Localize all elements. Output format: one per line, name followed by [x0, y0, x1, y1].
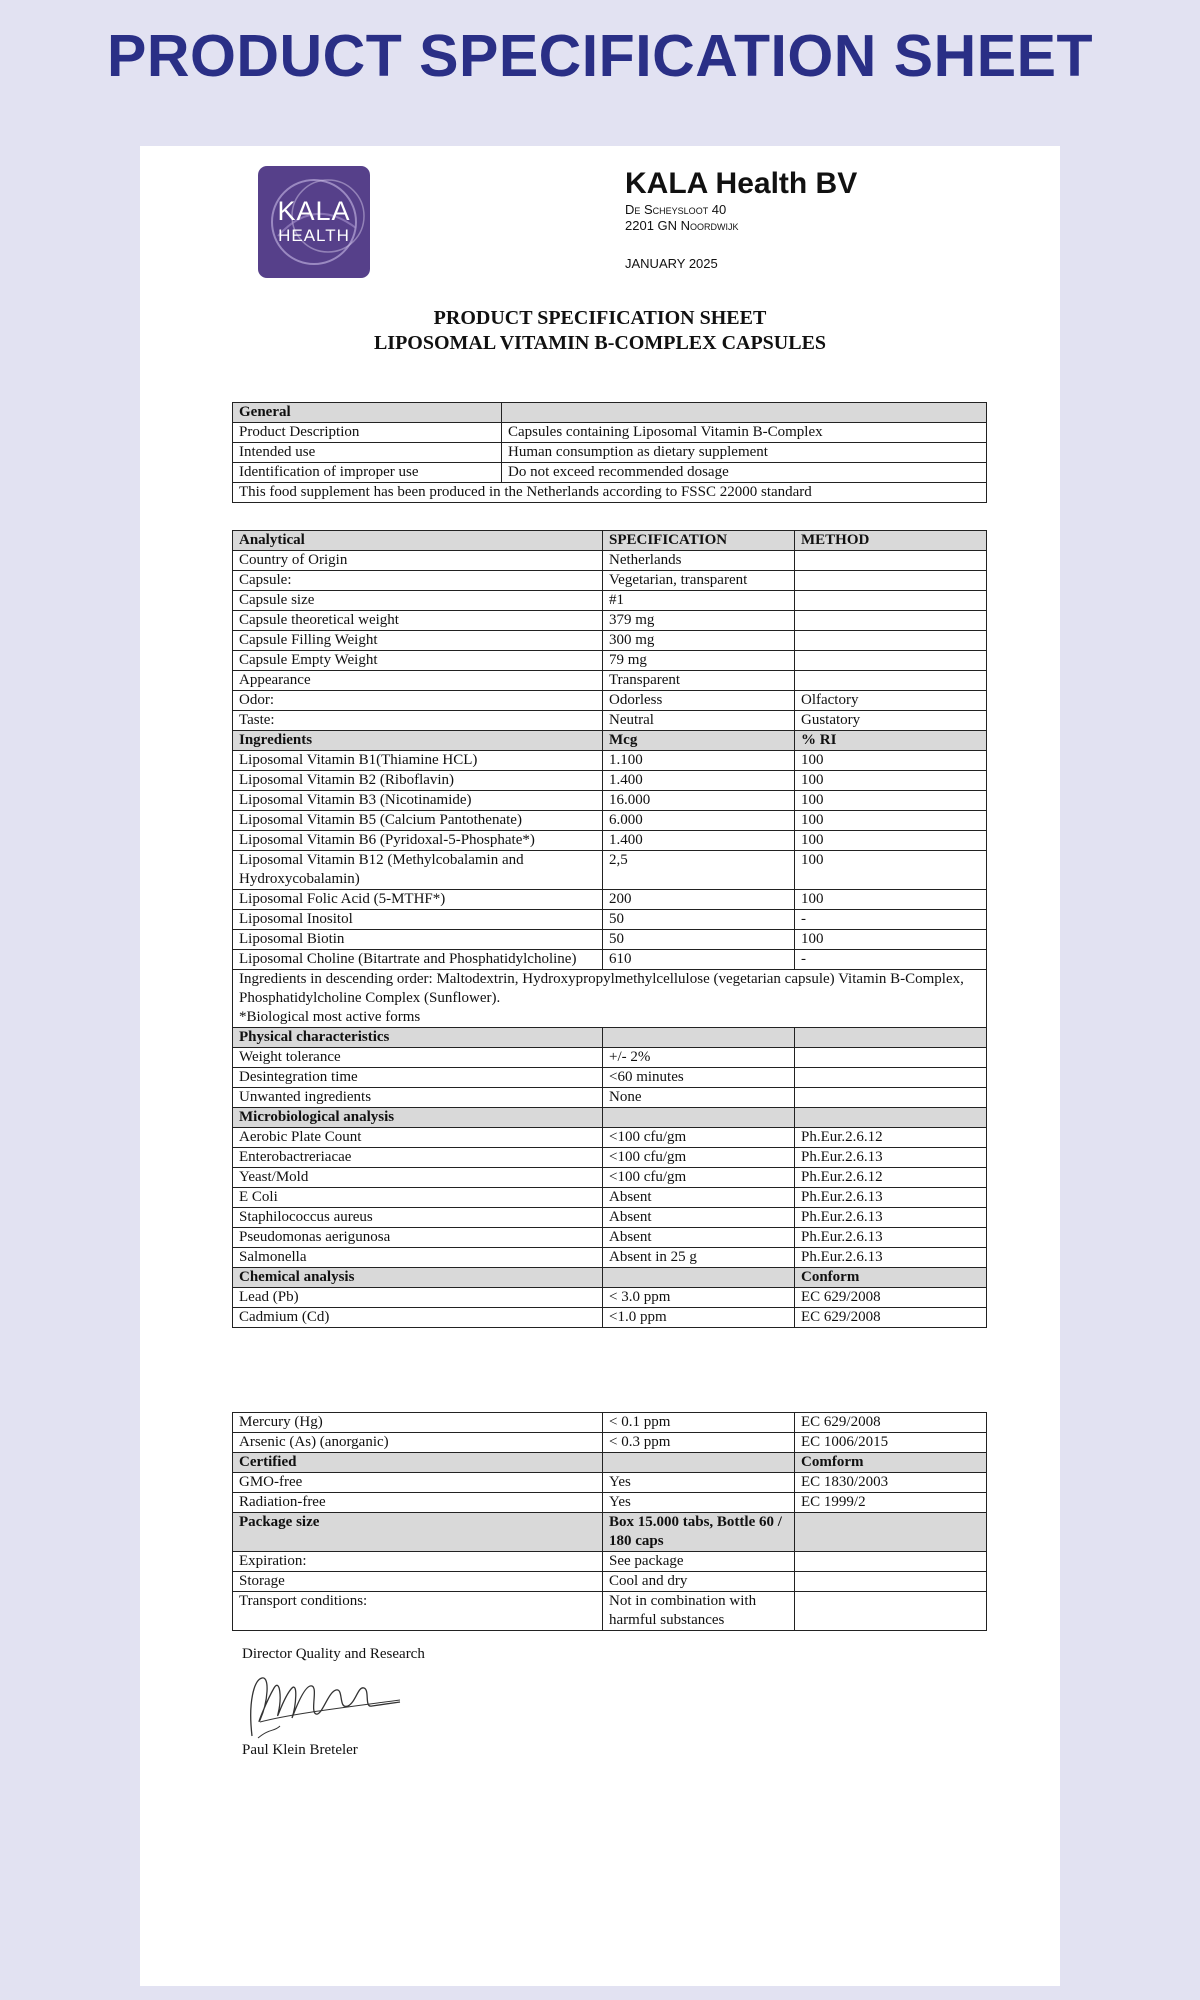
specification-cell: 1.100	[603, 751, 795, 771]
table-row	[233, 1088, 987, 1108]
method-cell: Ph.Eur.2.6.13	[795, 1148, 987, 1168]
item-cell: Cadmium (Cd)	[233, 1308, 603, 1328]
item-cell: Mercury (Hg)	[233, 1413, 603, 1433]
item-cell: Aerobic Plate Count	[233, 1128, 603, 1148]
specification-cell: 300 mg	[603, 631, 795, 651]
method-cell: EC 1999/2	[795, 1493, 987, 1513]
item-cell: Microbiological analysis	[233, 1108, 603, 1128]
specification-cell	[603, 1268, 795, 1288]
table-row	[233, 1552, 987, 1572]
method-cell: EC 1830/2003	[795, 1473, 987, 1493]
item-cell: Desintegration time	[233, 1068, 603, 1088]
table-row	[233, 950, 987, 970]
item-cell: Country of Origin	[233, 551, 603, 571]
general-note: This food supplement has been produced in the Netherlands according to FSSC 22000 standard	[233, 483, 987, 503]
item-cell: Certified	[233, 1453, 603, 1473]
analytical-table	[232, 530, 987, 1328]
table-row	[233, 791, 987, 811]
general-label: Product Description	[233, 423, 502, 443]
specification-cell: <100 cfu/gm	[603, 1168, 795, 1188]
ingredients-footnote: *Biological most active forms	[239, 1009, 421, 1025]
method-cell: Ph.Eur.2.6.12	[795, 1168, 987, 1188]
item-cell: Staphilococcus aureus	[233, 1208, 603, 1228]
table-row	[233, 1493, 987, 1513]
method-cell: 100	[795, 771, 987, 791]
ingredients-note	[233, 970, 987, 1028]
specification-cell: 50	[603, 930, 795, 950]
table-row	[233, 1592, 987, 1631]
item-cell: Liposomal Vitamin B6 (Pyridoxal-5-Phosphate*)	[233, 831, 603, 851]
table-row	[233, 551, 987, 571]
table-row	[233, 1168, 987, 1188]
specification-cell: 610	[603, 950, 795, 970]
table-row	[233, 1308, 987, 1328]
specification-cell: None	[603, 1088, 795, 1108]
document-date: JANUARY 2025	[625, 256, 718, 271]
table-row	[233, 483, 987, 503]
item-cell: Capsule size	[233, 591, 603, 611]
section-header-row	[233, 531, 987, 551]
item-cell: Liposomal Vitamin B1(Thiamine HCL)	[233, 751, 603, 771]
method-cell: 100	[795, 930, 987, 950]
table-row	[233, 910, 987, 930]
item-cell: Liposomal Vitamin B12 (Methylcobalamin and Hydroxycobalamin)	[233, 851, 603, 890]
general-header-empty	[502, 403, 987, 423]
table-row	[233, 1128, 987, 1148]
specification-cell: Neutral	[603, 711, 795, 731]
ingredients-order-note: Ingredients in descending order: Maltodextrin, Hydroxypropylmethylcellulose (vegetarian capsule) Vitamin B-Complex, Phosphatidylcholine Complex (Sunflower).	[239, 971, 964, 1006]
method-cell	[795, 1088, 987, 1108]
item-cell: Capsule Empty Weight	[233, 651, 603, 671]
method-cell: Gustatory	[795, 711, 987, 731]
table-row	[233, 851, 987, 890]
specification-cell: 16.000	[603, 791, 795, 811]
table-row	[233, 1572, 987, 1592]
item-cell: Odor:	[233, 691, 603, 711]
general-table	[232, 402, 987, 503]
method-cell: -	[795, 950, 987, 970]
method-cell: 100	[795, 851, 987, 890]
specification-cell: Absent	[603, 1208, 795, 1228]
specification-cell: #1	[603, 591, 795, 611]
specification-cell: Not in combination with harmful substances	[603, 1592, 795, 1631]
item-cell: Capsule Filling Weight	[233, 631, 603, 651]
method-cell	[795, 1592, 987, 1631]
method-cell	[795, 651, 987, 671]
continuation-table	[232, 1412, 987, 1631]
general-header-row	[233, 403, 987, 423]
method-cell	[795, 1552, 987, 1572]
specification-cell: < 0.3 ppm	[603, 1433, 795, 1453]
method-cell	[795, 1068, 987, 1088]
specification-cell: Netherlands	[603, 551, 795, 571]
specification-cell: Mcg	[603, 731, 795, 751]
method-cell: 100	[795, 791, 987, 811]
item-cell: Physical characteristics	[233, 1028, 603, 1048]
item-cell: Salmonella	[233, 1248, 603, 1268]
table-row	[233, 571, 987, 591]
method-cell: EC 629/2008	[795, 1413, 987, 1433]
item-cell: Weight tolerance	[233, 1048, 603, 1068]
specification-cell: Yes	[603, 1493, 795, 1513]
method-cell: Ph.Eur.2.6.13	[795, 1188, 987, 1208]
item-cell: Pseudomonas aerigunosa	[233, 1228, 603, 1248]
method-cell	[795, 1028, 987, 1048]
table-row	[233, 930, 987, 950]
method-cell	[795, 1108, 987, 1128]
table-row	[233, 423, 987, 443]
item-cell: Capsule theoretical weight	[233, 611, 603, 631]
specification-cell: 79 mg	[603, 651, 795, 671]
specification-cell: Absent	[603, 1228, 795, 1248]
table-row	[233, 443, 987, 463]
method-cell	[795, 591, 987, 611]
method-cell: EC 629/2008	[795, 1288, 987, 1308]
method-cell: METHOD	[795, 531, 987, 551]
section-header-row	[233, 1268, 987, 1288]
method-cell: Conform	[795, 1268, 987, 1288]
method-cell	[795, 1513, 987, 1552]
document-title	[140, 306, 1060, 356]
specification-cell: Yes	[603, 1473, 795, 1493]
item-cell: Transport conditions:	[233, 1592, 603, 1631]
specification-cell: Absent in 25 g	[603, 1248, 795, 1268]
method-cell: 100	[795, 890, 987, 910]
table-row	[233, 611, 987, 631]
item-cell: GMO-free	[233, 1473, 603, 1493]
table-row	[233, 463, 987, 483]
item-cell: Chemical analysis	[233, 1268, 603, 1288]
specification-cell: Odorless	[603, 691, 795, 711]
ingredients-note-row	[233, 970, 987, 1028]
company-block	[625, 166, 857, 271]
specification-cell: <1.0 ppm	[603, 1308, 795, 1328]
specification-cell: Box 15.000 tabs, Bottle 60 / 180 caps	[603, 1513, 795, 1552]
table-row	[233, 1228, 987, 1248]
general-value: Capsules containing Liposomal Vitamin B-Complex	[502, 423, 987, 443]
general-label: Intended use	[233, 443, 502, 463]
continuation-table-body	[233, 1413, 987, 1631]
item-cell: Appearance	[233, 671, 603, 691]
table-row	[233, 1048, 987, 1068]
item-cell: Unwanted ingredients	[233, 1088, 603, 1108]
specification-cell: Cool and dry	[603, 1572, 795, 1592]
specification-cell: See package	[603, 1552, 795, 1572]
table-row	[233, 711, 987, 731]
company-address-line2: 2201 GN Noordwijk	[625, 218, 739, 233]
method-cell: Ph.Eur.2.6.13	[795, 1228, 987, 1248]
company-address-line1: De Scheysloot 40	[625, 202, 727, 217]
specification-cell: < 3.0 ppm	[603, 1288, 795, 1308]
signoff-name: Paul Klein Breteler	[242, 1742, 358, 1758]
method-cell: EC 629/2008	[795, 1308, 987, 1328]
method-cell: 100	[795, 751, 987, 771]
table-row	[233, 1433, 987, 1453]
table-row	[233, 691, 987, 711]
specification-cell: 2,5	[603, 851, 795, 890]
method-cell: % RI	[795, 731, 987, 751]
analytical-table-body	[233, 531, 987, 1328]
logo-line1: KALA	[277, 196, 351, 226]
table-row	[233, 631, 987, 651]
specification-cell: SPECIFICATION	[603, 531, 795, 551]
item-cell: Storage	[233, 1572, 603, 1592]
signoff-title: Director Quality and Research	[242, 1646, 425, 1662]
method-cell	[795, 1572, 987, 1592]
item-cell: Analytical	[233, 531, 603, 551]
table-row	[233, 751, 987, 771]
general-value: Do not exceed recommended dosage	[502, 463, 987, 483]
banner-title: PRODUCT SPECIFICATION SHEET	[107, 23, 1093, 89]
item-cell: E Coli	[233, 1188, 603, 1208]
table-row	[233, 671, 987, 691]
method-cell: 100	[795, 811, 987, 831]
item-cell: Package size	[233, 1513, 603, 1552]
method-cell: Ph.Eur.2.6.13	[795, 1248, 987, 1268]
specification-cell: 50	[603, 910, 795, 930]
item-cell: Expiration:	[233, 1552, 603, 1572]
table-row	[233, 1473, 987, 1493]
specification-cell: <100 cfu/gm	[603, 1148, 795, 1168]
item-cell: Liposomal Folic Acid (5-MTHF*)	[233, 890, 603, 910]
table-row	[233, 1248, 987, 1268]
document-title-line2: LIPOSOMAL VITAMIN B-COMPLEX CAPSULES	[373, 332, 827, 354]
method-cell	[795, 1048, 987, 1068]
specification-cell: 1.400	[603, 831, 795, 851]
item-cell: Yeast/Mold	[233, 1168, 603, 1188]
specification-cell: 6.000	[603, 811, 795, 831]
table-row	[233, 831, 987, 851]
method-cell: Olfactory	[795, 691, 987, 711]
item-cell: Liposomal Inositol	[233, 910, 603, 930]
general-header: General	[233, 403, 502, 423]
section-header-row	[233, 1513, 987, 1552]
item-cell: Liposomal Vitamin B5 (Calcium Pantothenate)	[233, 811, 603, 831]
method-cell	[795, 671, 987, 691]
document-title-line1: PRODUCT SPECIFICATION SHEET	[433, 307, 767, 329]
general-label: Identification of improper use	[233, 463, 502, 483]
specification-cell	[603, 1028, 795, 1048]
table-row	[233, 771, 987, 791]
general-value: Human consumption as dietary supplement	[502, 443, 987, 463]
table-row	[233, 591, 987, 611]
method-cell: -	[795, 910, 987, 930]
method-cell: Ph.Eur.2.6.12	[795, 1128, 987, 1148]
specification-cell: 379 mg	[603, 611, 795, 631]
specification-cell: <60 minutes	[603, 1068, 795, 1088]
table-row	[233, 1413, 987, 1433]
table-row	[233, 1068, 987, 1088]
item-cell: Arsenic (As) (anorganic)	[233, 1433, 603, 1453]
item-cell: Liposomal Choline (Bitartrate and Phosphatidylcholine)	[233, 950, 603, 970]
method-cell	[795, 551, 987, 571]
item-cell: Lead (Pb)	[233, 1288, 603, 1308]
method-cell	[795, 571, 987, 591]
company-name: KALA Health BV	[625, 167, 858, 200]
specification-cell: <100 cfu/gm	[603, 1128, 795, 1148]
specification-cell: 1.400	[603, 771, 795, 791]
item-cell: Liposomal Vitamin B3 (Nicotinamide)	[233, 791, 603, 811]
method-cell: EC 1006/2015	[795, 1433, 987, 1453]
specification-cell: 200	[603, 890, 795, 910]
specification-cell	[603, 1453, 795, 1473]
specification-cell: Absent	[603, 1188, 795, 1208]
item-cell: Capsule:	[233, 571, 603, 591]
specification-cell: Vegetarian, transparent	[603, 571, 795, 591]
section-header-row	[233, 1028, 987, 1048]
item-cell: Ingredients	[233, 731, 603, 751]
table-row	[233, 1288, 987, 1308]
table-row	[233, 1148, 987, 1168]
method-cell: Comform	[795, 1453, 987, 1473]
specification-sheet	[140, 146, 1060, 1986]
specification-cell: Transparent	[603, 671, 795, 691]
section-header-row	[233, 1108, 987, 1128]
method-cell: 100	[795, 831, 987, 851]
logo-line2: HEALTH	[278, 226, 350, 245]
section-header-row	[233, 1453, 987, 1473]
table-row	[233, 651, 987, 671]
specification-cell: +/- 2%	[603, 1048, 795, 1068]
item-cell: Liposomal Biotin	[233, 930, 603, 950]
method-cell	[795, 631, 987, 651]
method-cell	[795, 611, 987, 631]
table-row	[233, 811, 987, 831]
item-cell: Radiation-free	[233, 1493, 603, 1513]
signature-image	[240, 1662, 410, 1742]
table-row	[233, 890, 987, 910]
table-row	[233, 1208, 987, 1228]
item-cell: Taste:	[233, 711, 603, 731]
specification-cell	[603, 1108, 795, 1128]
table-row	[233, 1188, 987, 1208]
kala-health-logo	[258, 166, 370, 278]
section-header-row	[233, 731, 987, 751]
specification-cell: < 0.1 ppm	[603, 1413, 795, 1433]
method-cell: Ph.Eur.2.6.13	[795, 1208, 987, 1228]
item-cell: Liposomal Vitamin B2 (Riboflavin)	[233, 771, 603, 791]
item-cell: Enterobactreriacae	[233, 1148, 603, 1168]
